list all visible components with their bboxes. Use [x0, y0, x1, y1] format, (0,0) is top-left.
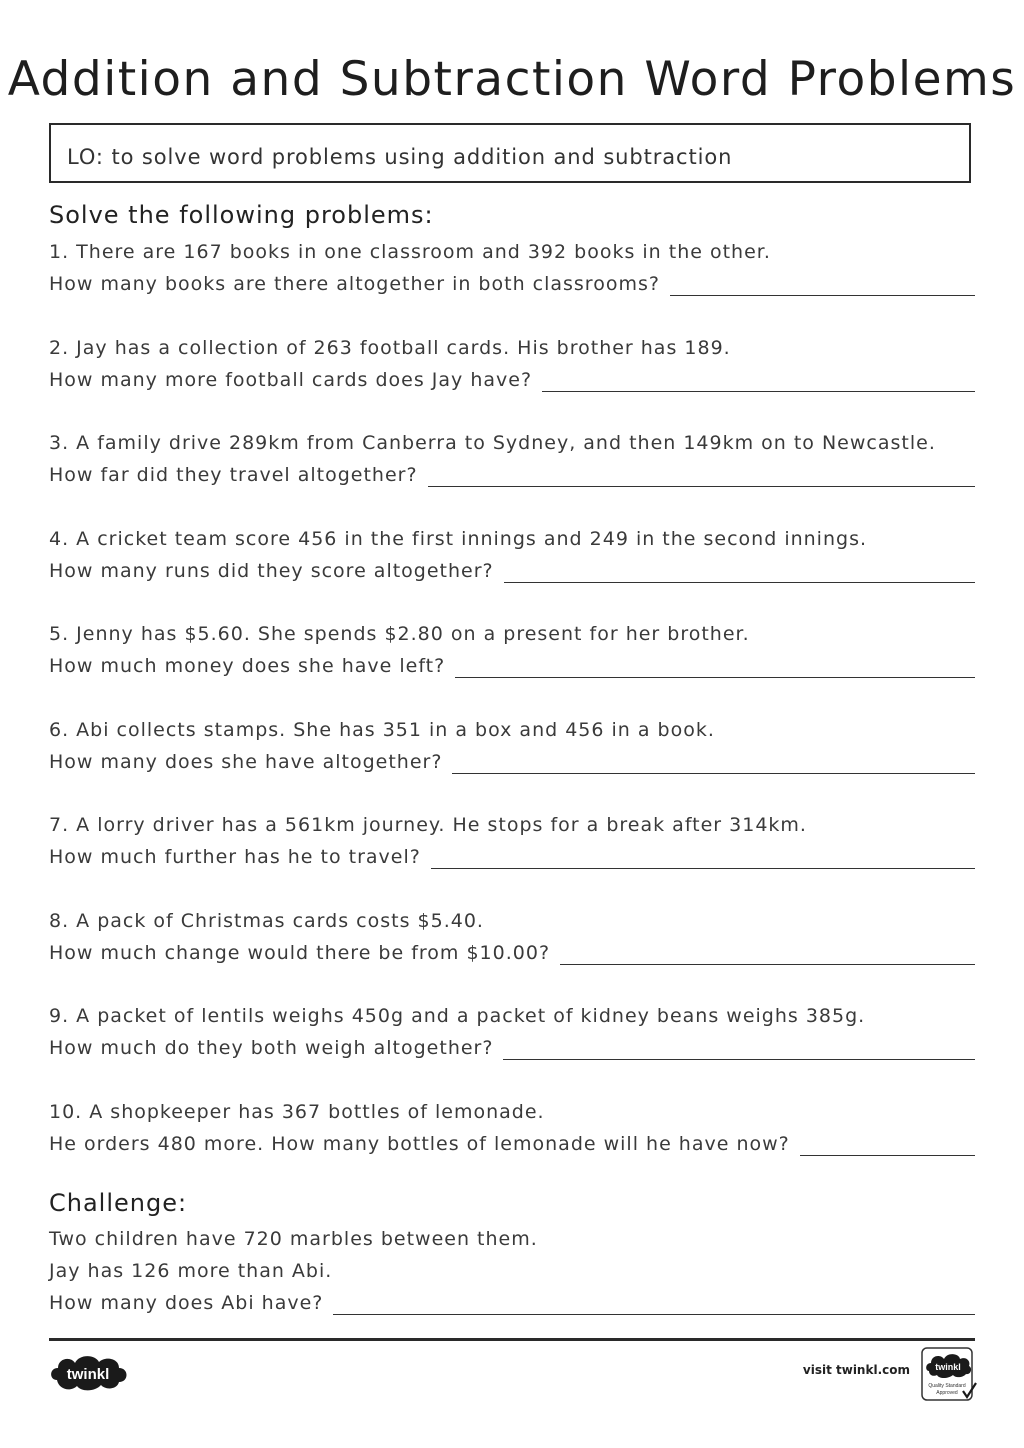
problem-statement: 3. A family drive 289km from Canberra to Sydney, and then 149km on to Newcastle.	[49, 432, 936, 454]
problem-question: How many more football cards does Jay have?	[49, 369, 533, 391]
page-title: Addition and Subtraction Word Problems	[7, 52, 1017, 107]
problem-1	[49, 236, 975, 300]
problem-statement: 7. A lorry driver has a 561km journey. He stops for a break after 314km.	[49, 814, 807, 836]
problem-8	[49, 905, 975, 969]
problem-statement: 5. Jenny has $5.60. She spends $2.80 on a present for her brother.	[49, 623, 750, 645]
challenge-problem	[49, 1223, 975, 1319]
answer-line[interactable]	[428, 485, 975, 487]
badge-line-2: Approved	[936, 1390, 958, 1396]
problem-question: How many does she have altogether?	[49, 751, 443, 773]
problem-6	[49, 714, 975, 778]
answer-line[interactable]	[800, 1154, 975, 1156]
learning-objective-box	[49, 123, 971, 183]
badge-brand: twinkl	[935, 1362, 961, 1372]
problem-question: How many runs did they score altogether?	[49, 560, 494, 582]
learning-objective: LO: to solve word problems using addition and subtraction	[67, 145, 733, 169]
problem-10	[49, 1096, 975, 1160]
problem-5	[49, 618, 975, 682]
challenge-heading: Challenge:	[49, 1189, 188, 1217]
problem-question: How many books are there altogether in both classrooms?	[49, 273, 660, 295]
challenge-question: How many does Abi have?	[49, 1292, 324, 1314]
problem-statement: 2. Jay has a collection of 263 football cards. His brother has 189.	[49, 337, 731, 359]
badge-line-1: Quality Standard	[928, 1383, 966, 1389]
answer-line[interactable]	[452, 772, 975, 774]
challenge-line-2: Jay has 126 more than Abi.	[49, 1260, 333, 1282]
answer-line[interactable]	[542, 390, 975, 392]
problem-question: How far did they travel altogether?	[49, 464, 418, 486]
answer-line[interactable]	[503, 1058, 975, 1060]
answer-line[interactable]	[455, 676, 975, 678]
answer-line[interactable]	[560, 963, 975, 965]
problem-statement: 6. Abi collects stamps. She has 351 in a box and 456 in a book.	[49, 719, 715, 741]
problem-statement: 10. A shopkeeper has 367 bottles of lemonade.	[49, 1101, 545, 1123]
quality-badge	[921, 1347, 977, 1403]
problem-question: How much do they both weigh altogether?	[49, 1037, 494, 1059]
problem-7	[49, 809, 975, 873]
footer-divider	[49, 1338, 975, 1341]
challenge-line-1: Two children have 720 marbles between them.	[49, 1228, 538, 1250]
problem-statement: 9. A packet of lentils weighs 450g and a packet of kidney beans weighs 385g.	[49, 1005, 866, 1027]
twinkl-logo	[47, 1350, 131, 1394]
problem-question: How much further has he to travel?	[49, 846, 421, 868]
problem-statement: 1. There are 167 books in one classroom and 392 books in the other.	[49, 241, 771, 263]
problem-statement: 4. A cricket team score 456 in the first innings and 249 in the second innings.	[49, 528, 868, 550]
problem-question: How much money does she have left?	[49, 655, 446, 677]
answer-line[interactable]	[504, 581, 975, 583]
logo-text: twinkl	[66, 1366, 110, 1383]
problem-3	[49, 427, 975, 491]
problem-4	[49, 523, 975, 587]
answer-line[interactable]	[333, 1313, 975, 1315]
answer-line[interactable]	[431, 867, 975, 869]
problem-question: He orders 480 more. How many bottles of lemonade will he have now?	[49, 1133, 790, 1155]
problem-9	[49, 1000, 975, 1064]
problem-question: How much change would there be from $10.00?	[49, 942, 551, 964]
problem-2	[49, 332, 975, 396]
visit-link[interactable]: visit twinkl.com	[802, 1363, 910, 1377]
answer-line[interactable]	[670, 294, 975, 296]
instructions-heading: Solve the following problems:	[49, 201, 434, 229]
problem-statement: 8. A pack of Christmas cards costs $5.40.	[49, 910, 484, 932]
